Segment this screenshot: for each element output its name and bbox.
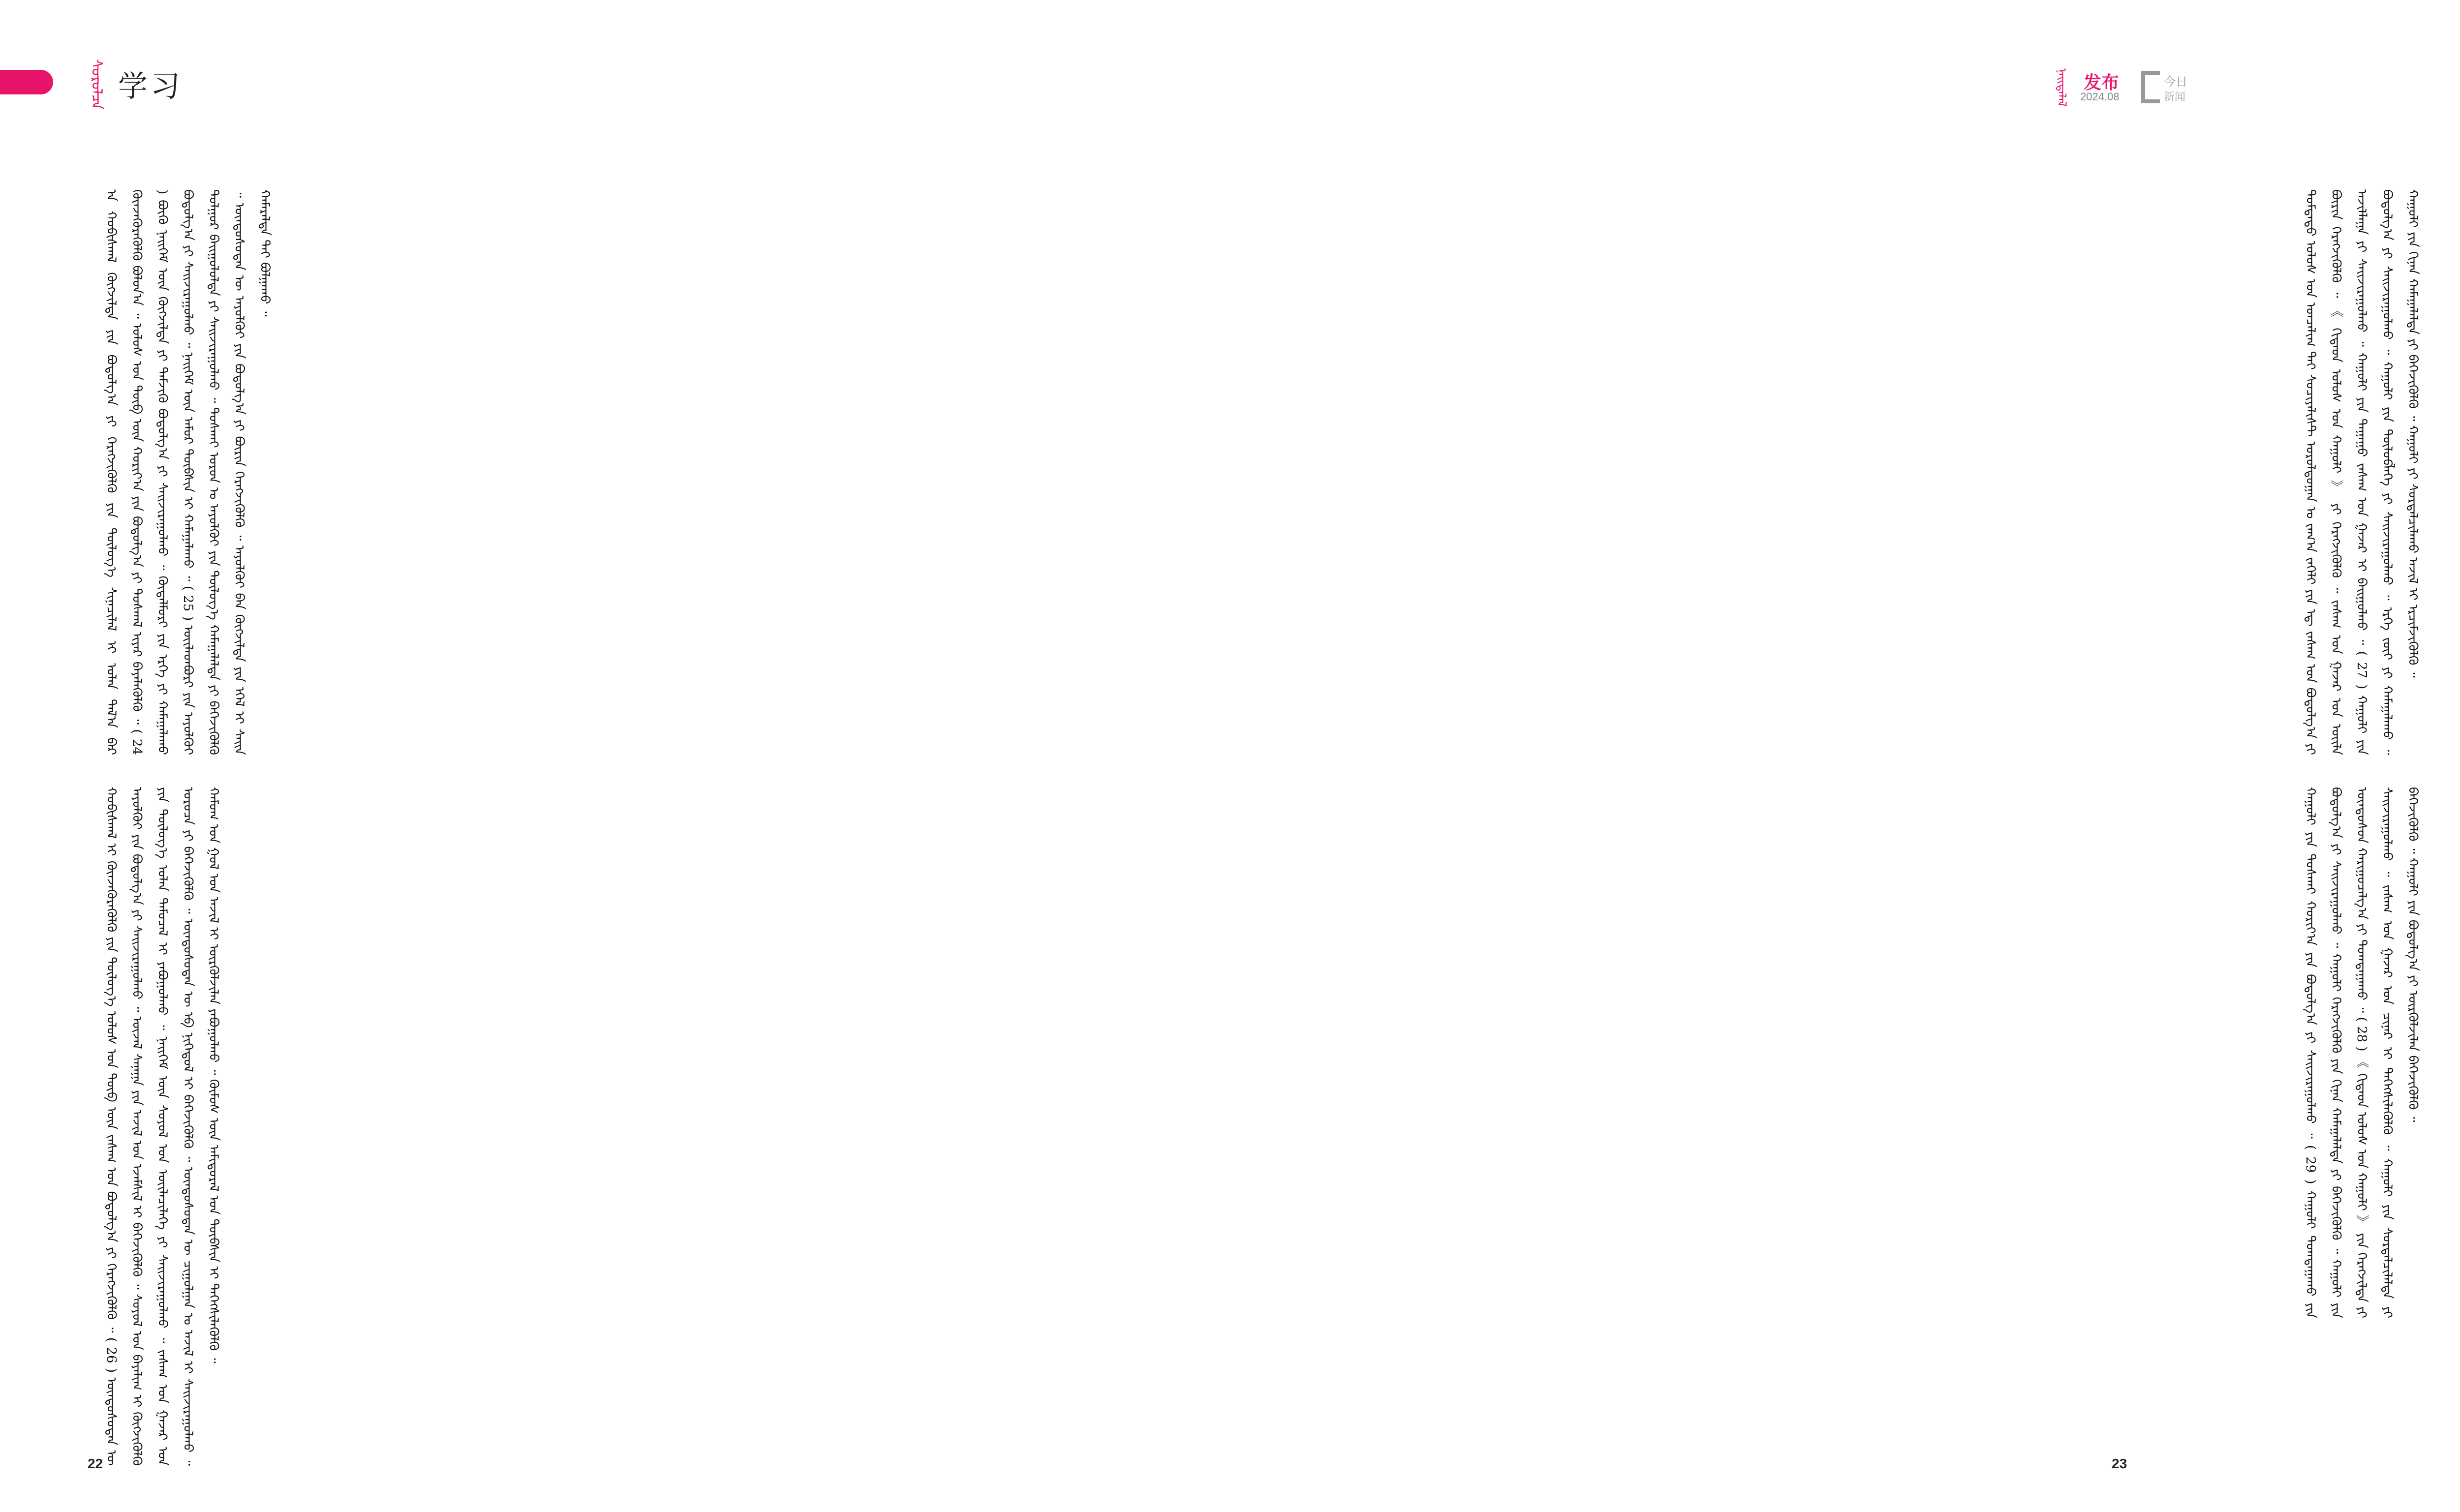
left-page [0, 0, 1107, 1512]
article-text-block-bottom: ᠬᠠᠭᠤᠯᠢ ᠶᠢᠨ ᠲᠤᠰᠬᠠᠢ ᠬᠣᠷᠢᠶ᠎ᠠ ᠶᠢᠨ ᠪᠣᠳᠣᠯᠭ᠎ᠠ ᠶᠢ ᠰᠠᠢᠵᠢᠷᠠᠭᠤᠯᠬᠤ ᠃ ( 29 ) ᠬᠠᠭᠤᠯᠢ ᠲᠣᠭᠲᠠᠭᠠᠬᠤ ᠶᠢᠨ ᠪᠣᠳᠣᠯᠭ᠎ᠠ ᠶᠢ ᠰᠠᠢᠵᠢᠷᠠᠭᠤᠯᠬᠤ ᠃ ᠬᠠᠭᠤᠯᠢ ᠬᠡᠷᠡᠭᠵᠢᠭᠦᠯᠬᠦ ᠶᠢᠨ ᠬᠢᠨᠠᠨ ᠬᠠᠮᠠᠭᠠᠯᠠᠯᠲᠠ ᠶᠢ ᠪᠡᠬᠡᠵᠢᠭᠦᠯᠬᠦ ᠃ ᠬᠠᠭᠤᠯᠢ ᠶᠢᠨ ᠦᠨᠳᠦᠰᠦᠨ ᠬᠠᠷᠢᠭᠤᠴᠠᠯᠭ᠎ᠠ ᠶᠢ ᠲᠣᠭᠲᠠᠭᠠᠬᠤ ᠃ ( 28 ) 《 ᠬᠢᠲᠠᠳ ᠤᠯᠤᠰ ᠤᠨ ᠬᠠᠭᠤᠯᠢ 》 ᠶᠢᠨ ᠬᠡᠷᠡᠭᠵᠢᠯᠲᠡ ᠶᠢ ᠰᠠᠢᠵᠢᠷᠠᠭᠤᠯᠬᠤ ᠃ ᠵᠠᠰᠠᠭ ᠤᠨ ᠭᠠᠵᠠᠷ ᠤᠨ ᠴᠢᠨᠠᠷ ᠢ ᠳᠡᠭᠡᠭᠰᠢᠯᠡᠭᠦᠯᠬᠦ ᠃ ᠬᠠᠭᠤᠯᠢ ᠶᠢᠨ ᠰᠤᠷᠲᠠᠯᠴᠢᠯᠠᠯᠲᠠ ᠶᠢ ᠪᠡᠬᠡᠵᠢᠭᠦᠯᠬᠦ ᠃ ᠬᠠᠭᠤᠯᠢ ᠶᠢᠨ ᠪᠣᠳᠣᠯᠭ᠎ᠠ ᠶᠢ ᠦᠷᠭᠦᠯᠵᠢᠯᠡᠨ ᠪᠡᠬᠡᠵᠢᠭᠦᠯᠬᠦ ᠃ [2303, 787, 2420, 1318]
article-text-block-top: ᠠ ᠬᠤᠪᠢᠰᠬᠠᠯ ᠬᠥᠭᠵᠢᠯᠲᠡ ᠶᠢᠨ ᠪᠣᠳᠣᠯᠭ᠎ᠠ ᠶᠢ ᠬᠡᠷᠡᠭᠵᠢᠭᠦᠯᠬᠦ ᠶᠢᠨ ᠲᠥᠯᠥᠭ᠎ᠡ ᠰᠢᠨᠡᠴᠢᠯᠡᠯ ᠢ ᠣᠯᠠᠨ ᠲᠠᠯ᠎ᠠ ᠪᠠᠷ ᠭᠦᠨᠵᠡᠭᠦᠷᠡᠭᠦᠯᠬᠦ ᠪᠣᠯᠤᠨ᠎ᠠ ᠃ ᠤᠯᠤᠰ ᠤᠨ ᠲᠥᠪ ᠦᠨ ᠬᠣᠷᠢᠶ᠎ᠠ ᠶᠢᠨ ᠪᠣᠳᠣᠯᠭ᠎ᠠ ᠶᠢ ᠲᠤᠰᠬᠠᠯ ᠢᠶᠠᠷ ᠪᠡᠶᠡᠯᠡᠭᠦᠯᠬᠦ ᠃ ( 24 ) ᠪᠦᠬᠦ ᠨᠡᠢᠭᠡᠮ ᠦᠨ ᠬᠥᠭᠵᠢᠯᠲᠡ ᠶᠢ ᠳᠡᠮᠵᠢᠬᠦ ᠪᠣᠳᠣᠯᠭ᠎ᠠ ᠶᠢ ᠰᠠᠢᠵᠢᠷᠠᠭᠤᠯᠬᠤ ᠃ ᠬᠥᠳᠡᠯᠮᠦᠷᠢ ᠶᠢᠨ ᠡᠷᠬᠡ ᠶᠢ ᠬᠠᠮᠠᠭᠠᠯᠠᠬᠤ ᠪᠣᠳᠣᠯᠭ᠎ᠠ ᠶᠢ ᠰᠠᠢᠵᠢᠷᠠᠭᠤᠯᠬᠤ ᠃ ᠨᠡᠢᠭᠡᠮ ᠦᠨ ᠠᠮᠤᠷ ᠲᠦᠪᠰᠢᠨ ᠢ ᠬᠠᠮᠠᠭᠠᠯᠠᠬᠤ ᠃ ( 25 ) ᠦᠢᠯᠡᠳᠪᠦᠷᠢ ᠶᠢᠨ ᠠᠶᠤᠯᠭᠦᠢ ᠲᠤᠯᠭᠤᠷ ᠪᠠᠢᠭᠤᠯᠤᠯᠲᠠ ᠶᠢ ᠰᠠᠢᠵᠢᠷᠠᠭᠤᠯᠬᠤ ᠃ ᠲᠤᠰᠬᠠᠢ ᠣᠷᠣᠨ ᠤ ᠠᠶᠤᠯᠭᠦᠢ ᠶᠢᠨ ᠲᠥᠯᠥᠭ᠎ᠡ ᠬᠠᠮᠠᠭᠠᠯᠠᠯᠲᠠ ᠶᠢ ᠪᠡᠬᠡᠵᠢᠭᠦᠯᠬᠦ ᠃ ᠦᠨᠳᠦᠰᠦᠲᠡᠨ ᠦ ᠠᠶᠤᠯᠭᠦᠢ ᠶᠢᠨ ᠪᠣᠳᠣᠯᠭ᠎ᠠ ᠶᠢ ᠪᠦᠷᠢᠨ ᠬᠡᠷᠡᠭᠵᠢᠭᠦᠯᠬᠦ ᠃ ᠠᠶᠤᠯᠭᠦᠢ ᠪᠡᠨ ᠬᠥᠭᠵᠢᠯᠲᠡ ᠶᠢᠨ ᠡᠭᠡᠯ ᠢ ᠰᠠᠢᠨ ᠬᠠᠮᠠᠷᠠᠯᠲᠠ ᠲᠠᠢ ᠪᠣᠯᠭᠠᠬᠤ ᠃ [104, 189, 272, 755]
magazine-logo-icon [2140, 69, 2194, 105]
section-title-mongolian: ᠰᠤᠷᠤᠯᠴᠠ [88, 59, 105, 110]
logo-subtext: 新闻 [2164, 91, 2186, 103]
section-tab-marker [0, 70, 53, 94]
right-page [1107, 0, 2420, 1512]
section-title: 学习 [118, 69, 183, 104]
page-number: 23 [2112, 1456, 2127, 1471]
magazine-logo [2140, 69, 2194, 105]
release-label: 发布 [2084, 73, 2120, 93]
logo-text: 今日 [2164, 75, 2187, 89]
page-number: 22 [88, 1456, 103, 1471]
article-text-block-top: ᠳᠤᠮᠳᠠᠳᠤ ᠤᠯᠤᠰ ᠤᠨ ᠣᠨᠴᠠᠯᠢᠭ ᠲᠠᠢ ᠰᠣᠴᠢᠶᠠᠯᠢᠰᠲ ᠤᠷᠤᠯᠳᠤᠭᠠᠨ ᠤ ᠵᠠᠬ᠎ᠠ ᠵᠡᠭᠡᠯᠢ ᠶᠢᠨ ᠡᠳ᠋ ᠵᠠᠰᠠᠭ ᠤᠨ ᠪᠣᠳᠣᠯᠭ᠎ᠠ ᠶᠢ ᠪᠦᠷᠢᠨ ᠬᠡᠷᠡᠭᠵᠢᠭᠦᠯᠬᠦ ᠃ 《 ᠬᠢᠲᠠᠳ ᠤᠯᠤᠰ ᠤᠨ ᠬᠠᠭᠤᠯᠢ 》 ᠶᠢ ᠬᠡᠷᠡᠭᠵᠢᠭᠦᠯᠬᠦ ᠃ ᠵᠠᠰᠠᠭ ᠤᠨ ᠭᠠᠵᠠᠷ ᠤᠨ ᠦᠢᠯᠡ ᠠᠵᠢᠯᠯᠠᠭᠠ ᠶᠢ ᠰᠠᠢᠵᠢᠷᠠᠭᠤᠯᠬᠤ ᠃ ᠬᠠᠭᠤᠯᠢ ᠶᠢᠨ ᠳᠠᠭᠠᠭᠤ ᠵᠠᠰᠠᠭ ᠤᠨ ᠭᠠᠵᠠᠷ ᠢ ᠪᠠᠢᠭᠤᠯᠬᠤ ᠃ ( 27 ) ᠬᠠᠭᠤᠯᠢ ᠶᠢᠨ ᠪᠣᠳᠣᠯᠭ᠎ᠠ ᠶᠢ ᠰᠠᠢᠵᠢᠷᠠᠭᠤᠯᠬᠤ ᠃ ᠬᠠᠭᠤᠯᠢ ᠶᠢᠨ ᠲᠥᠯᠥᠪᠯᠡᠭᠡ ᠶᠢ ᠰᠠᠢᠵᠢᠷᠠᠭᠤᠯᠬᠤ ᠃ ᠡᠷᠬᠡ ᠵᠦᠢ ᠶᠢ ᠬᠠᠮᠠᠭᠠᠯᠠᠬᠤ ᠃ ᠬᠠᠭᠤᠯᠢ ᠶᠢᠨ ᠬᠢᠨᠠᠨ ᠬᠠᠮᠠᠭᠠᠯᠠᠯᠲᠠ ᠶᠢ ᠪᠡᠬᠡᠵᠢᠭᠦᠯᠬᠦ ᠃ ᠬᠠᠭᠤᠯᠢ ᠶᠢ ᠰᠤᠷᠲᠠᠯᠴᠢᠯᠠᠬᠤ ᠠᠵᠢᠯ ᠢ ᠡᠷᠴᠢᠮᠵᠢᠭᠦᠯᠬᠦ ᠃ [2303, 189, 2420, 755]
issue-date: 2024.08 [2080, 91, 2120, 103]
column-title-mongolian: ᠨᠡᠢᠲᠡᠯᠡᠯ [2055, 68, 2069, 107]
article-text-block-bottom: ᠬᠤᠪᠢᠰᠬᠠᠯ ᠢ ᠭᠦᠨᠵᠡᠭᠦᠷᠡᠭᠦᠯᠬᠦ ᠶᠢᠨ ᠲᠥᠯᠥᠭ᠎ᠡ ᠤᠯᠤᠰ ᠤᠨ ᠲᠥᠪ ᠦᠨ ᠵᠠᠰᠠᠭ ᠤᠨ ᠪᠣᠳᠣᠯᠭ᠎ᠠ ᠶᠢ ᠬᠡᠷᠡᠭᠵᠢᠭᠦᠯᠬᠦ ᠃ ( 26 ) ᠦᠨᠳᠦᠰᠦᠲᠡᠨ ᠦ ᠠᠶᠤᠯᠭᠦᠢ ᠶᠢᠨ ᠪᠣᠳᠣᠯᠭ᠎ᠠ ᠶᠢ ᠰᠠᠢᠵᠢᠷᠠᠭᠤᠯᠬᠤ ᠃ ᠦᠵᠡᠯ ᠰᠠᠨᠠᠭᠠ ᠶᠢᠨ ᠠᠵᠢᠯ ᠤᠨ ᠡᠵᠡᠮᠰᠢᠯ ᠢ ᠪᠡᠬᠡᠵᠢᠭᠦᠯᠬᠦ ᠃ ᠰᠣᠶᠣᠯ ᠤᠨ ᠪᠠᠶᠠᠯᠢᠭ ᠢ ᠬᠥᠭᠵᠢᠭᠦᠯᠬᠦ ᠶᠢᠨ ᠲᠥᠯᠥᠭ᠎ᠡ ᠣᠯᠠᠨ ᠲᠡᠮᠦᠴᠡᠯ ᠢ ᠶᠠᠪᠤᠭᠤᠯᠬᠤ ᠃ ᠨᠡᠢᠭᠡᠮ ᠦᠨ ᠰᠣᠶᠣᠯ ᠤᠨ ᠦᠢᠯᠡᠴᠢᠯᠡᠭᠡ ᠶᠢ ᠰᠠᠢᠵᠢᠷᠠᠭᠤᠯᠬᠤ ᠃ ᠵᠠᠰᠠᠭ ᠤᠨ ᠭᠠᠵᠠᠷ ᠤᠨ ᠣᠷᠣᠴᠠ ᠶᠢ ᠪᠡᠬᠡᠵᠢᠭᠦᠯᠬᠦ ᠃ ᠦᠨᠳᠦᠰᠦᠲᠡᠨ ᠦ ᠡᠪ ᠨᠢᠭᠡᠳᠦᠯ ᠢ ᠪᠡᠬᠡᠵᠢᠭᠦᠯᠬᠦ ᠃ ᠦᠨᠳᠦᠰᠦᠲᠡᠨ ᠦ ᠴᠢᠭᠤᠯᠭᠠᠨ ᠤ ᠠᠵᠢᠯ ᠢ ᠰᠠᠢᠵᠢᠷᠠᠭᠤᠯᠬᠤ ᠃ ᠬᠠᠮᠤᠭ ᠤᠨ ᠭᠣᠯ ᠤᠨ ᠠᠵᠢᠯ ᠢ ᠦᠷᠭᠦᠯᠵᠢᠯᠡᠨ ᠶᠠᠪᠤᠭᠤᠯᠬᠤ ᠃ ᠬᠦᠮᠦᠰ ᠦᠨ ᠠᠮᠢᠳᠤᠷᠠᠯ ᠤᠨ ᠲᠦᠪᠰᠢᠨ ᠢ ᠳᠡᠭᠡᠭᠰᠢᠯᠡᠭᠦᠯᠬᠦ ᠃ [104, 787, 221, 1466]
